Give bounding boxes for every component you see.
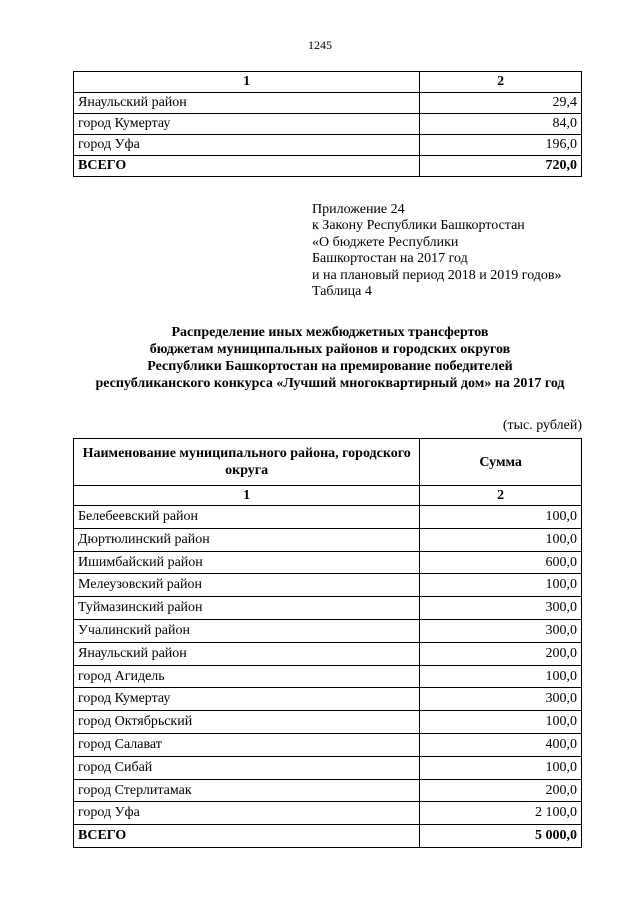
header-row [74,439,582,486]
row-value: 196,0 [420,135,582,156]
row-name: Мелеузовский район [74,574,420,597]
column-number-row [74,486,582,506]
table-row [74,642,582,665]
row-name: Ишимбайский район [74,551,420,574]
row-value: 100,0 [420,528,582,551]
table-row [74,135,582,156]
header-name: Наименование муниципального района, городского округа [74,439,420,486]
table-row [74,528,582,551]
column-number-row [74,72,582,93]
row-value: 100,0 [420,506,582,529]
row-value: 100,0 [420,665,582,688]
row-name: Учалинский район [74,619,420,642]
distribution-table [73,438,582,848]
total-row [74,156,582,177]
row-value: 100,0 [420,756,582,779]
appendix-line: и на плановый период 2018 и 2019 годов» [312,267,562,283]
heading-line: Распределение иных межбюджетных трансфертов [171,325,489,340]
row-name: город Салават [74,733,420,756]
row-name: город Агидель [74,665,420,688]
row-value: 100,0 [420,574,582,597]
row-name: город Кумертау [74,114,420,135]
table-row [74,802,582,825]
row-name: город Уфа [74,802,420,825]
total-value: 720,0 [420,156,582,177]
row-name: Янаульский район [74,93,420,114]
table-row [74,93,582,114]
row-value: 300,0 [420,619,582,642]
row-value: 400,0 [420,733,582,756]
table-row [74,733,582,756]
row-value: 29,4 [420,93,582,114]
table-row [74,114,582,135]
row-name: Белебеевский район [74,506,420,529]
row-value: 300,0 [420,597,582,620]
table-row [74,619,582,642]
row-name: Туймазинский район [74,597,420,620]
appendix-line: «О бюджете Республики [312,234,459,250]
table-row [74,779,582,802]
continued-table [73,71,582,177]
header-sum: Сумма [420,439,582,486]
row-value: 84,0 [420,114,582,135]
column-number-1: 1 [74,486,420,506]
appendix-line: Таблица 4 [312,284,372,300]
table-row [74,665,582,688]
total-row [74,825,582,848]
row-name: город Кумертау [74,688,420,711]
appendix-line: Приложение 24 [312,202,405,217]
document-heading [40,324,620,392]
heading-line: бюджетам муниципальных районов и городских округов [149,342,511,357]
table-row [74,756,582,779]
row-value: 2 100,0 [420,802,582,825]
appendix-line: Башкортостан на 2017 год [312,251,468,267]
heading-line: Республики Башкортостан на премирование победителей [147,359,513,374]
appendix-line: к Закону Республики Башкортостан [312,218,525,234]
column-number-2: 2 [420,72,582,93]
row-value: 200,0 [420,642,582,665]
table-row [74,711,582,734]
total-label: ВСЕГО [74,825,420,848]
row-name: Янаульский район [74,642,420,665]
row-name: город Уфа [74,135,420,156]
column-number-1: 1 [74,72,420,93]
column-number-2: 2 [420,486,582,506]
row-name: Дюртюлинский район [74,528,420,551]
total-value: 5 000,0 [420,825,582,848]
table-row [74,551,582,574]
table-row [74,574,582,597]
row-value: 200,0 [420,779,582,802]
row-value: 300,0 [420,688,582,711]
row-name: город Стерлитамак [74,779,420,802]
total-label: ВСЕГО [74,156,420,177]
appendix-caption [312,202,562,300]
row-name: город Октябрьский [74,711,420,734]
row-value: 100,0 [420,711,582,734]
units-label: (тыс. рублей) [502,418,582,433]
row-name: город Сибай [74,756,420,779]
heading-line: республиканского конкурса «Лучший многоквартирный дом» на 2017 год [95,376,565,391]
table-row [74,688,582,711]
page-number: 1245 [308,38,332,52]
table-row [74,506,582,529]
table-row [74,597,582,620]
row-value: 600,0 [420,551,582,574]
